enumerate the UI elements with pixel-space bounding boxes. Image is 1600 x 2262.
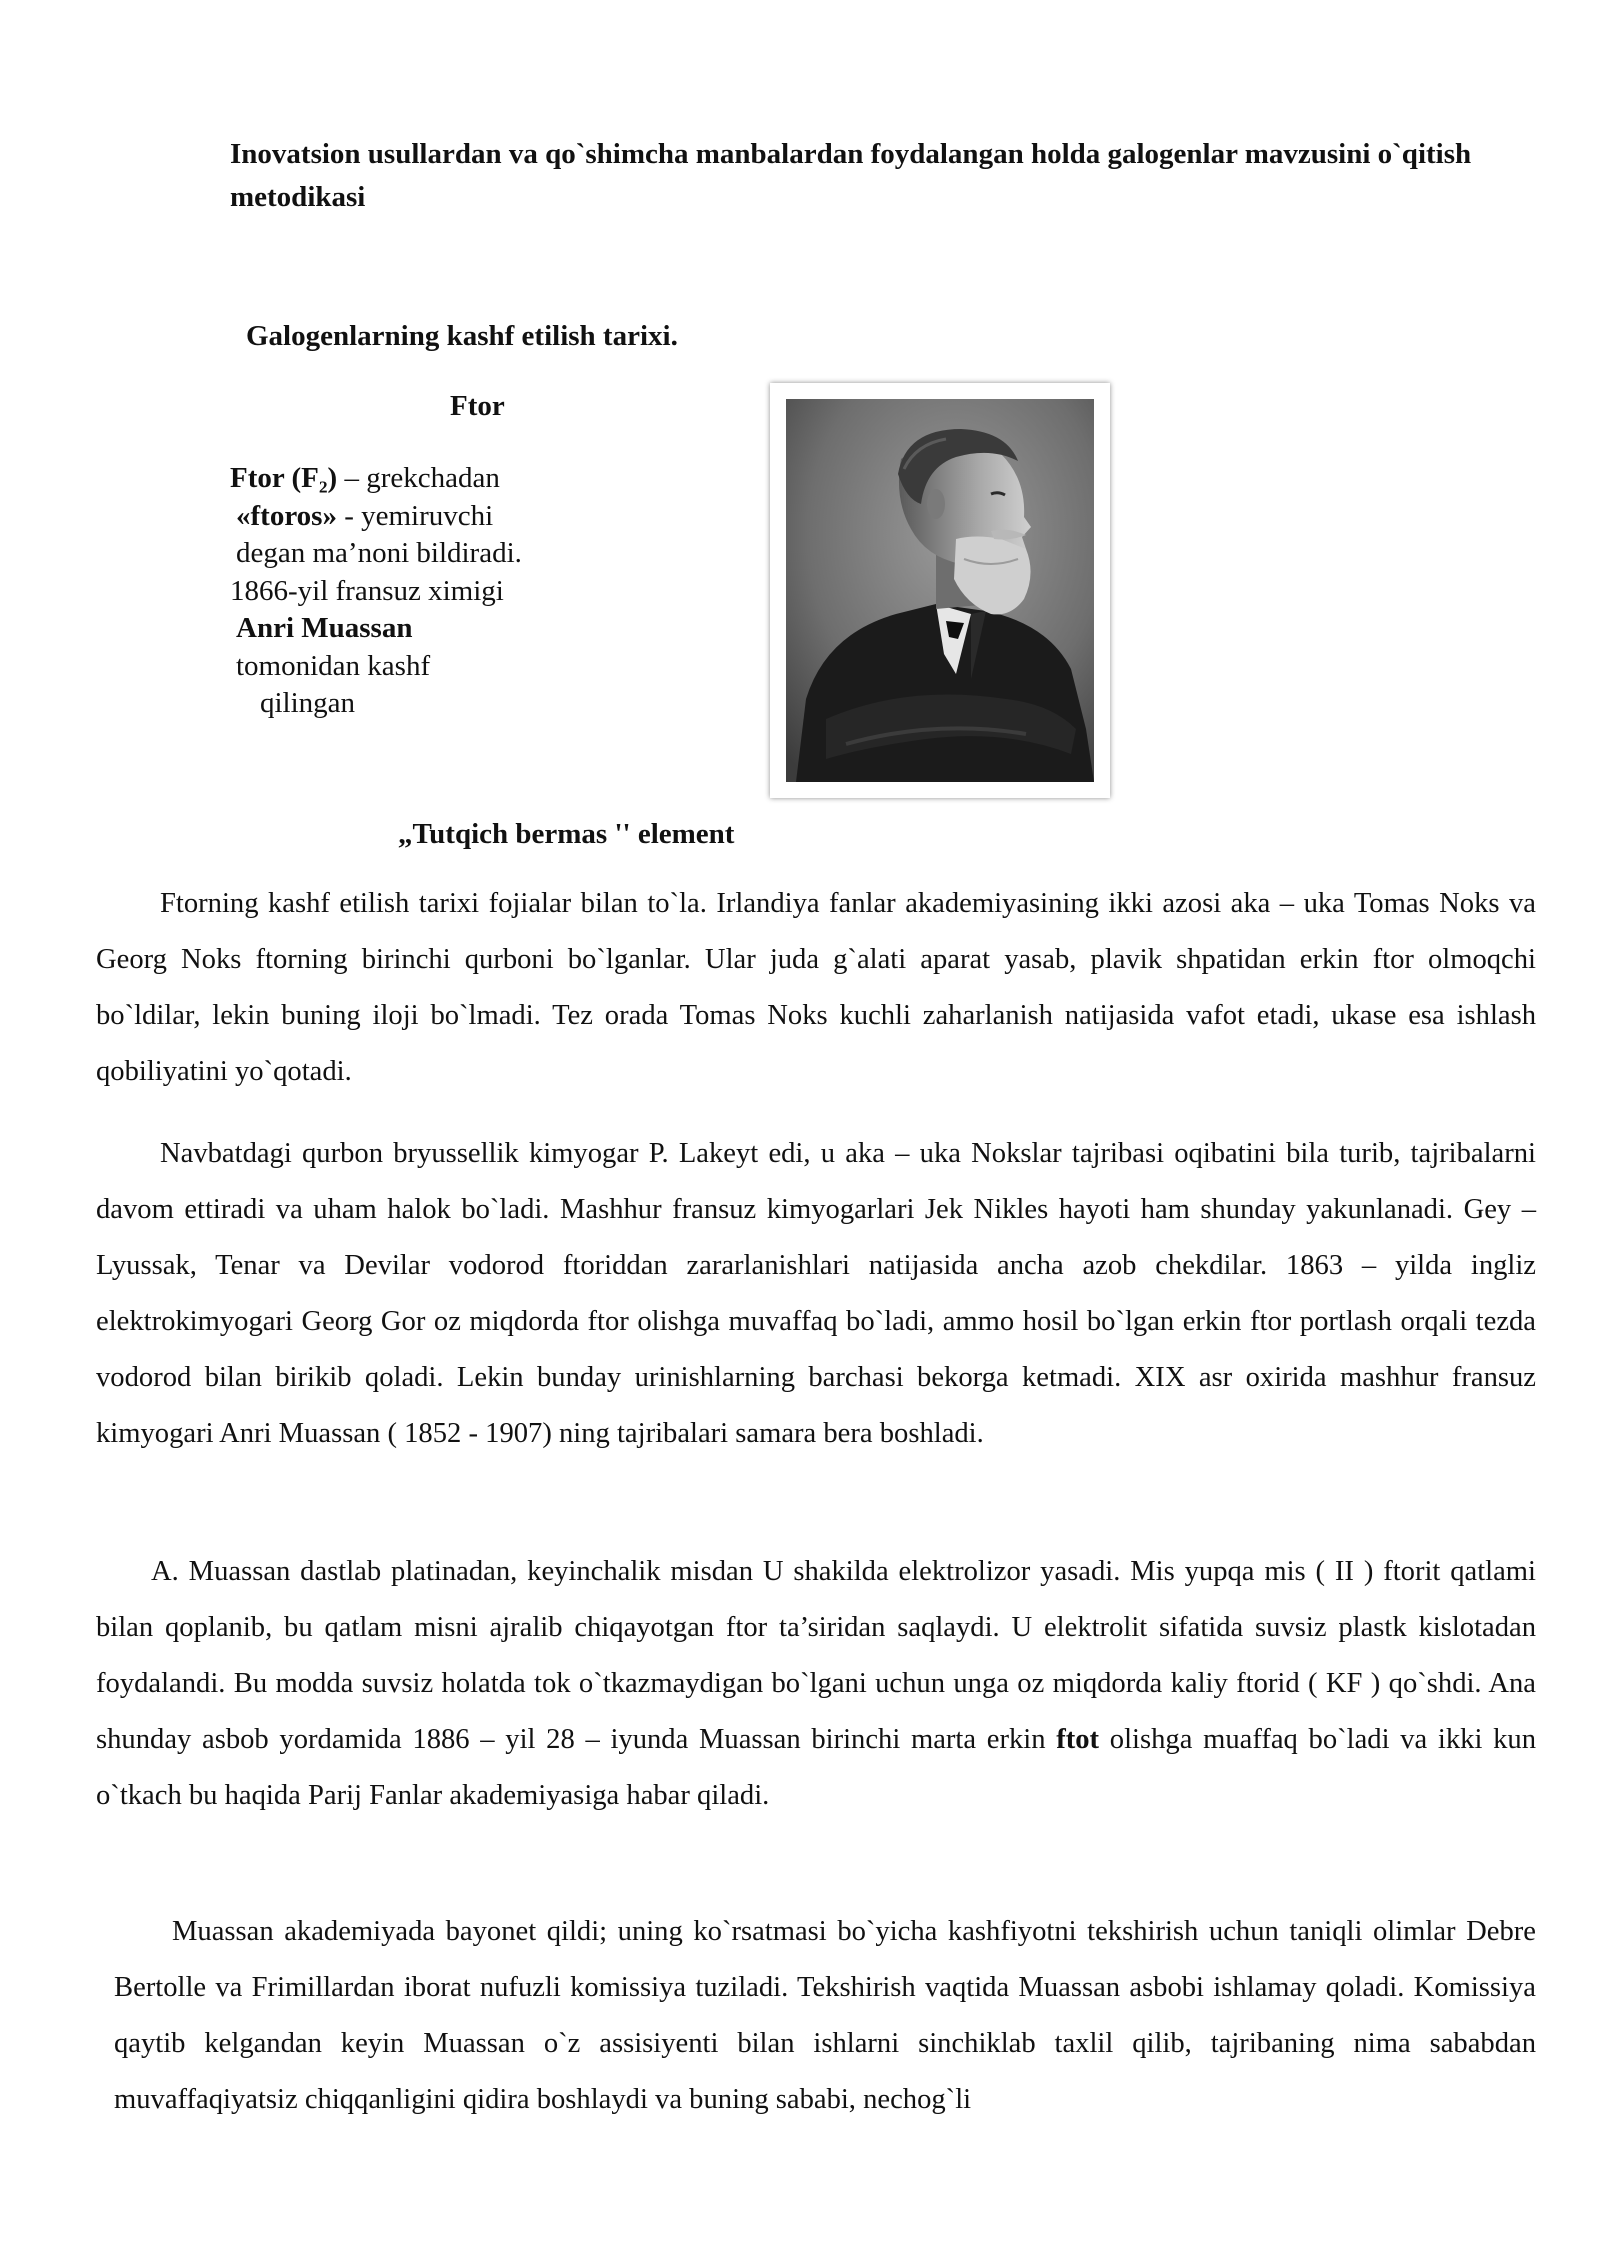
intro-line-6: tomonidan kashf (236, 649, 431, 682)
intro-line-4: 1866-yil fransuz ximigi (230, 574, 504, 607)
element-name: Ftor (F₂) (230, 462, 338, 494)
paragraph-1: Ftorning kashf etilish tarixi fojialar bilan to`la. Irlandiya fanlar akademiyasining ikki azosi aka – uka Tomas Noks va Georg Noks ftorning birinchi qurboni bo`lganlar. Ular juda g`alati aparat yasab, plavik shpatidan erkin ftor olmoqchi bo`ldilar, lekin buning iloji bo`lmadi. Tez orada Tomas Noks kuchli zaharlanish natijasida vafot etadi, ukase esa ishlash qobiliyatini yo`qotadi. (96, 888, 1536, 1087)
intro-block (230, 460, 590, 723)
paragraph-2: Navbatdagi qurbon bryussellik kimyogar P. Lakeyt edi, u aka – uka Nokslar tajribasi oqibatini bila turib, tajribalarni davom ettiradi va uham halok bo`ladi. Mashhur fransuz kimyogarlari Jek Nikles hayoti ham shunday yakunlanadi. Gey – Lyussak, Tenar va Devilar vodorod ftoriddan zararlanishlari natijasida ancha azob chekdilar. 1863 – yilda ingliz elektrokimyogari Georg Gor oz miqdorda ftor olishga muvaffaq bo`ladi, ammo hosil bo`lgan erkin ftor portlash orqali tezda vodorod bilan birikib qoladi. Lekin bunday urinishlarning barchasi bekorga ketmadi. XIX asr oxirida mashhur fransuz kimyogari Anri Muassan ( 1852 - 1907) ning tajribalari samara bera boshladi. (96, 1138, 1536, 1449)
intro-line-1: Ftor (F₂) – grekchadan (230, 462, 500, 494)
intro-line-2: «ftoros» - yemiruvchi (236, 499, 494, 532)
bold-term: ftot (1056, 1724, 1100, 1755)
intro-line-5 (230, 610, 590, 648)
intro-line-3: degan ma’noni bildiradi. (236, 537, 522, 569)
subsection-title: Ftor (450, 390, 505, 422)
portrait-photo (770, 383, 1110, 798)
paragraph-4: Muassan akademiyada bayonet qildi; uning ko`rsatmasi bo`yicha kashfiyotni tekshirish uchun taniqli olimlar Debre Bertolle va Frimillardan iborat nufuzli komissiya tuziladi. Tekshirish vaqtida Muassan asbobi ishlamay qoladi. Komissiya qaytib kelgandan keyin Muassan o`z assisiyenti bilan ishlarni sinchiklab taxlil qilib, tajribaning nima sababdan muvaffaqiyatsiz chiqqanligini qidira boshlaydi va buning sababi, nechog`li (114, 1916, 1536, 2115)
scientist-name: Anri Muassan (236, 612, 413, 644)
portrait-image (786, 399, 1094, 782)
section-title: Galogenlarning kashf etilish tarixi. (246, 320, 678, 352)
tagline: „Tutqich bermas '' element (398, 818, 735, 850)
paragraph-3: A. Muassan dastlab platinadan, keyinchalik misdan U shakilda elektrolizor yasadi. Mis yupqa mis ( II ) ftorit qatlami bilan qoplanib, bu qatlam misni ajralib chiqayotgan ftor ta’siridan saqlaydi. U elektrolit sifatida suvsiz plastk kislotadan foydalandi. Bu modda suvsiz holatda tok o`tkazmaydigan bo`lgani uchun unga oz miqdorda kaliy ftorid ( KF ) qo`shdi. Ana shunday asbob yordamida 1886 – yil 28 – iyunda Muassan birinchi marta erkin ftot olishga muaffaq bo`ladi va ikki kun o`tkach bu haqida Parij Fanlar akademiyasiga habar qiladi. (96, 1556, 1536, 1811)
document-title: Inovatsion usullardan va qo`shimcha manbalardan foydalangan holda galogenlar mavzusini o`qitish metodikasi (230, 138, 1472, 213)
intro-line-7: qilingan (260, 687, 356, 719)
greek-word: «ftoros» (236, 499, 337, 532)
